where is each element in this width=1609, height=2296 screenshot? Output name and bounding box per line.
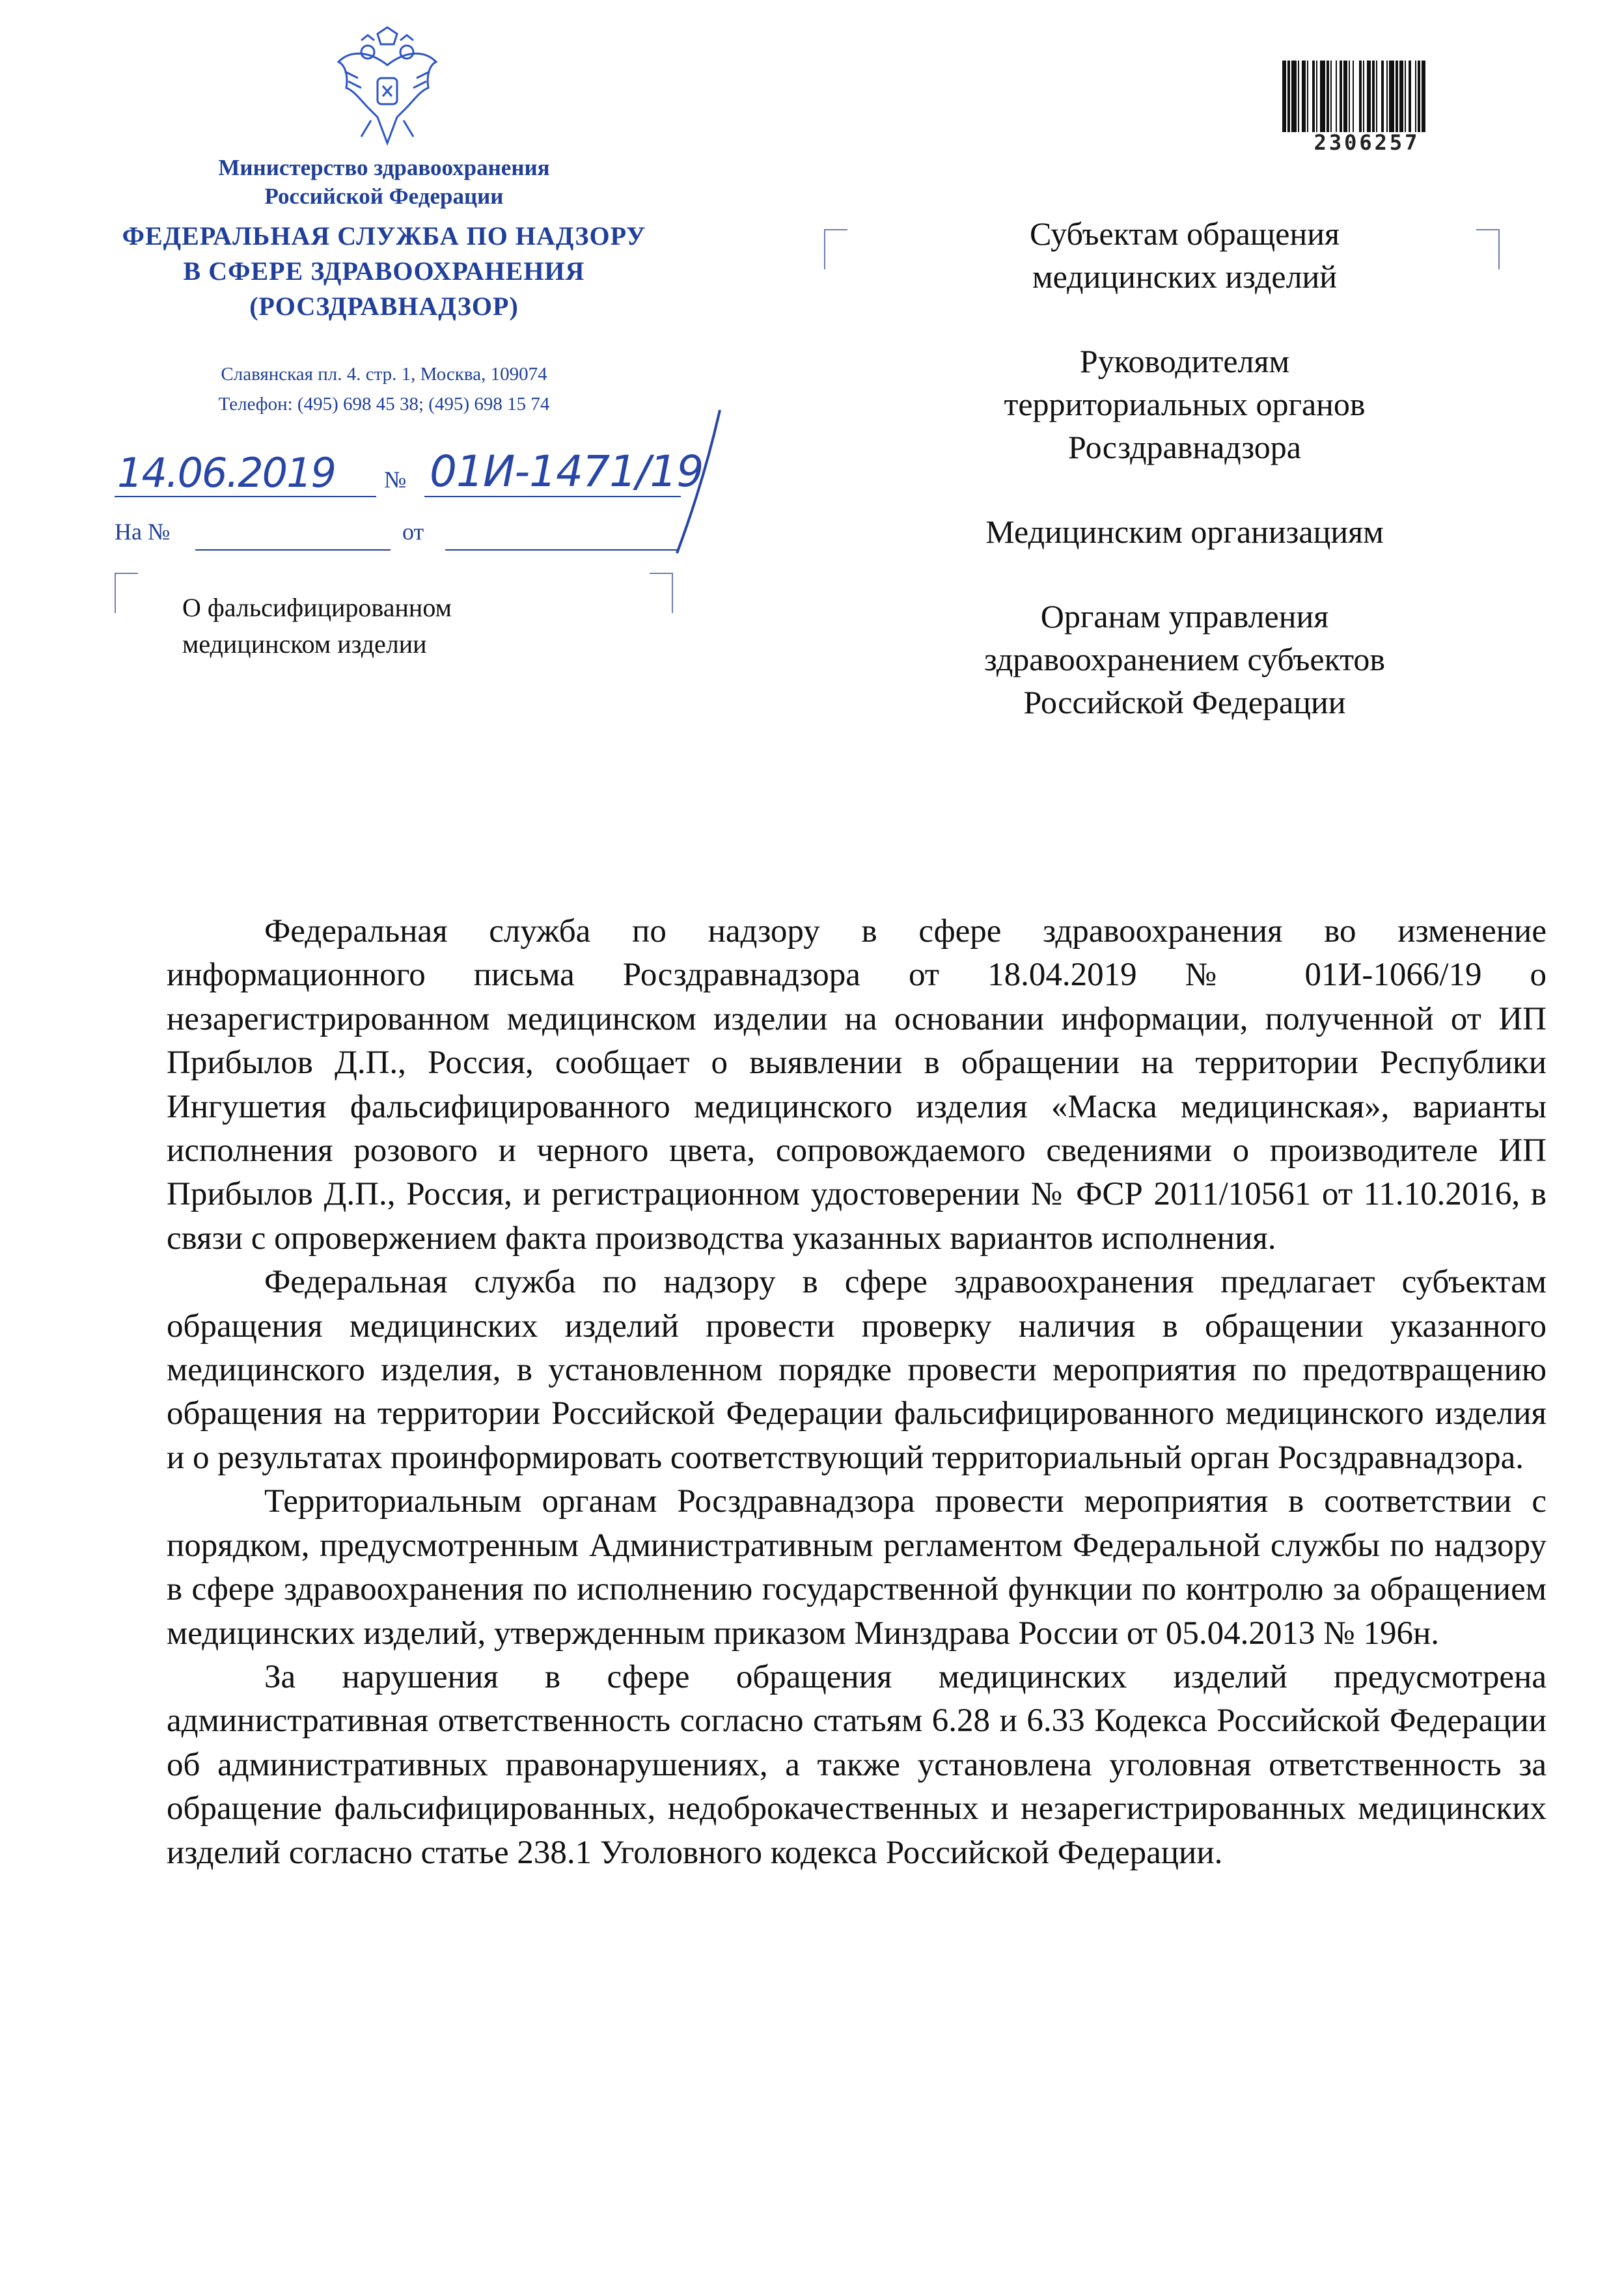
recipient-territorial-heads (898, 340, 1471, 469)
service-name (98, 219, 670, 324)
recipient-health-authorities (898, 595, 1471, 724)
date-underline (115, 496, 376, 497)
barcode-bar (1307, 61, 1308, 132)
subject-line: медицинском изделии (182, 629, 427, 659)
recipient-line: территориальных органов (1004, 386, 1366, 422)
subject-line: О фальсифицированном (182, 593, 452, 622)
barcode-bar (1405, 61, 1406, 132)
barcode-bar (1396, 61, 1398, 132)
subject-bracket-right (650, 573, 673, 613)
barcode-bar (1353, 61, 1354, 132)
service-line: ФЕДЕРАЛЬНАЯ СЛУЖБА ПО НАДЗОРУ (122, 221, 646, 251)
barcode-bar (1327, 61, 1329, 132)
recipient-line: медицинских изделий (1032, 258, 1338, 295)
recipient-subjects (898, 212, 1471, 298)
reply-to-blank (195, 549, 391, 551)
from-blank (445, 549, 677, 551)
barcode-bar (1302, 61, 1306, 132)
recipient-line: Органам управления (1040, 598, 1329, 635)
registration-number: 01И-1471/19 (430, 446, 704, 497)
body-paragraph: За нарушения в сфере обращения медицинских изделий предусмотрена административная ответственность согласно статьям 6.28 и 6.33 Кодекса Российской Федерации об административных правонарушениях, а также установлена уголовная ответственность за обращение фальсифицированных, недоброкачественных и незарегистрированных медицинских изделий согласно статье 238.1 Уголовного кодекса Российской Федерации. (167, 1658, 1547, 1871)
recipient-line: Субъектам обращения (1030, 215, 1340, 252)
barcode-bar (1376, 61, 1377, 132)
barcode-bar (1367, 61, 1371, 132)
number-underline (424, 496, 681, 497)
recipient-line: здравоохранением субъектов (983, 641, 1386, 677)
barcode-bar (1363, 61, 1364, 132)
barcode-bar (1359, 61, 1362, 132)
barcode-bar (1282, 61, 1286, 132)
barcode-bar (1320, 61, 1325, 132)
barcode (1281, 51, 1453, 142)
address-line: Телефон: (495) 698 45 38; (495) 698 15 74 (218, 394, 550, 415)
body-paragraph: Территориальным органам Росздравнадзора провести мероприятия в соответствии с порядком, предусмотренным Административным регламентом Федеральной службы по надзору в сфере здравоохранения по исполнению государственной функции по контролю за обращением медицинских изделий, утвержденным приказом Минздрава России от 05.04.2013 № 196н. (167, 1483, 1547, 1652)
barcode-bar (1316, 61, 1317, 132)
barcode-bar (1340, 61, 1342, 132)
body-paragraph: Федеральная служба по надзору в сфере здравоохранения во изменение информационного письма Росздравнадзора от 18.04.2019 № 01И-1066/19 о незарегистрированном медицинском изделии на основании информации, полученной от ИП Прибылов Д.П., Россия, сообщает о выявлении в обращении на территории Республики Ингушетия фальсифицированного медицинского изделия «Маска медицинская», варианты исполнения розового и черного цвета, сопровождаемого сведениями о производителе ИП Прибылов Д.П., Россия, и регистрационном удостоверении № ФСР 2011/10561 от 11.10.2016, в связи с опровержением факта производства указанных вариантов исполнения. (167, 913, 1547, 1257)
addressee-block (898, 212, 1471, 765)
number-sign: № (384, 467, 407, 493)
letter-subject (182, 590, 452, 663)
barcode-bar (1381, 61, 1384, 132)
letter-body (167, 910, 1547, 1875)
barcode-bar (1349, 61, 1350, 132)
subject-bracket-left (115, 573, 138, 613)
barcode-bar (1418, 61, 1420, 132)
recipient-line: Медицинским организациям (985, 513, 1384, 550)
barcode-bar (1399, 61, 1403, 132)
body-paragraph: Федеральная служба по надзору в сфере здравоохранения предлагает субъектам обращения медицинских изделий провести проверку наличия в обращении указанного медицинского изделия, в установленном порядке провести мероприятия по предотвращению обращения на территории Российской Федерации фальсифицированного медицинского изделия и о результатах проинформировать соответствующий территориальный орган Росздравнадзора. (167, 1264, 1547, 1476)
recipient-medical-organizations (898, 510, 1471, 553)
barcode-bar (1389, 61, 1394, 132)
barcode-bar (1386, 61, 1388, 132)
barcode-bar (1287, 61, 1290, 132)
barcode-bar (1422, 61, 1425, 132)
barcode-bar (1372, 61, 1375, 132)
barcode-bar (1330, 61, 1332, 132)
barcode-bar (1415, 61, 1416, 132)
barcode-number: 2306257 (1313, 130, 1420, 155)
barcode-bar (1291, 61, 1297, 132)
sender-address (98, 359, 670, 419)
recipient-line: Росздравнадзора (1068, 429, 1301, 465)
barcode-bar (1409, 61, 1411, 132)
barcode-bar (1336, 61, 1337, 132)
ministry-line: Российской Федерации (264, 184, 504, 209)
recipient-line: Российской Федерации (1023, 684, 1346, 720)
reply-to-label: На № (115, 519, 171, 545)
barcode-bar (1343, 61, 1347, 132)
registration-date: 14.06.2019 (117, 449, 335, 497)
ministry-name (163, 154, 605, 211)
recipient-line: Руководителям (1079, 343, 1290, 379)
service-line: (РОСЗДРАВНАДЗОР) (249, 292, 519, 321)
addressee-bracket-right (1476, 229, 1500, 269)
ministry-line: Министерство здравоохранения (218, 155, 550, 180)
addressee-bracket-left (824, 229, 847, 269)
coat-of-arms-emblem (332, 26, 443, 150)
service-line: В СФЕРЕ ЗДРАВООХРАНЕНИЯ (183, 256, 585, 286)
barcode-bar (1312, 61, 1315, 132)
barcode-bar (1298, 61, 1299, 132)
from-label: от (402, 519, 424, 545)
handwritten-slash (657, 403, 729, 560)
address-line: Славянская пл. 4. стр. 1, Москва, 109074 (221, 364, 547, 385)
